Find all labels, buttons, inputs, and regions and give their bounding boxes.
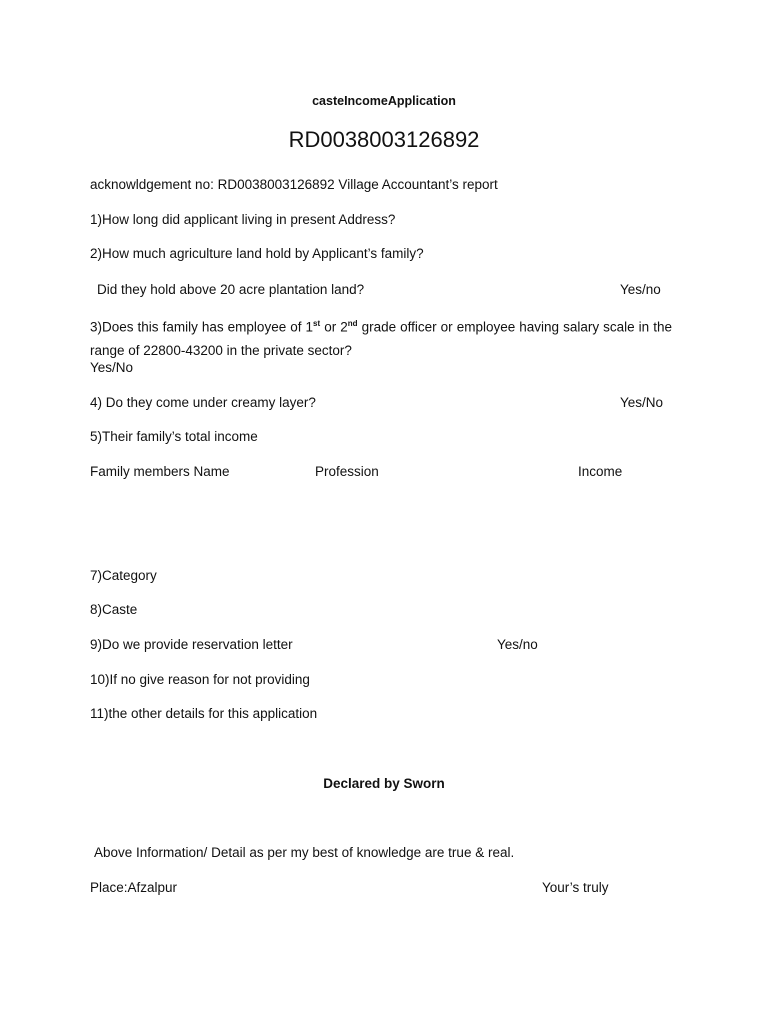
- question-9: 9)Do we provide reservation letter: [90, 637, 293, 652]
- form-name: casteIncomeApplication: [312, 94, 456, 108]
- question-3-sup-1: st: [313, 319, 321, 328]
- question-9-answer: Yes/no: [497, 637, 538, 652]
- question-4: 4) Do they come under creamy layer?: [90, 395, 316, 410]
- application-id: RD0038003126892: [288, 127, 480, 152]
- family-table-header-name: Family members Name: [90, 464, 230, 479]
- question-2b: Did they hold above 20 acre plantation land?: [97, 282, 365, 297]
- question-11: 11)the other details for this application: [90, 706, 318, 721]
- family-table-header-income: Income: [578, 464, 623, 479]
- question-2: 2)How much agriculture land hold by Applicant’s family?: [90, 246, 424, 261]
- question-3-sup-2: nd: [347, 319, 358, 328]
- question-4-answer: Yes/No: [620, 395, 664, 410]
- question-7: 7)Category: [90, 568, 157, 583]
- place-label: Place:Afzalpur: [90, 880, 178, 895]
- question-3-part-b: or 2: [320, 319, 348, 335]
- family-table-header-profession: Profession: [315, 464, 379, 479]
- question-3-answer: Yes/No: [90, 360, 134, 375]
- question-3-part-c: grade officer or employee having salary scale in the range of 22800-43200 in the private sector?: [90, 319, 672, 358]
- closing-signature: Your’s truly: [542, 880, 609, 895]
- question-3-part-a: 3)Does this family has employee of 1: [90, 319, 314, 335]
- question-2b-answer: Yes/no: [620, 282, 661, 297]
- declaration-statement: Above Information/ Detail as per my best of knowledge are true & real.: [94, 845, 515, 860]
- question-3: [90, 312, 672, 362]
- question-10: 10)If no give reason for not providing: [90, 672, 310, 687]
- question-5: 5)Their family’s total income: [90, 429, 258, 444]
- question-1: 1)How long did applicant living in present Address?: [90, 212, 396, 227]
- question-8: 8)Caste: [90, 602, 138, 617]
- acknowledgement-line: acknowldgement no: RD0038003126892 Village Accountant’s report: [90, 177, 498, 192]
- declaration-heading: Declared by Sworn: [323, 776, 445, 791]
